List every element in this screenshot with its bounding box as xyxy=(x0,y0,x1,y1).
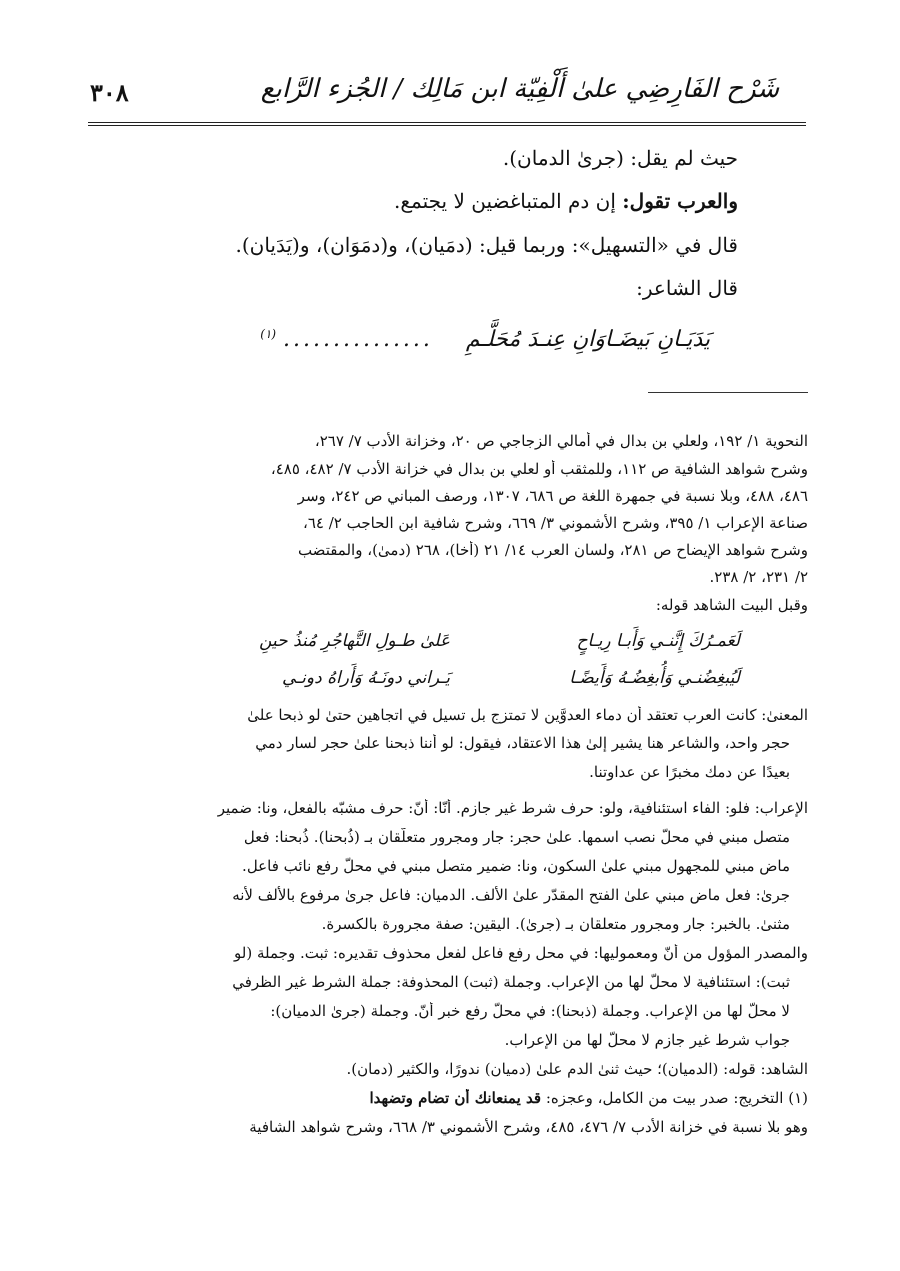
body-line-2 xyxy=(98,189,738,213)
verse-line xyxy=(150,327,710,352)
header-divider xyxy=(88,122,806,126)
body-line-2-rest: إن دم المتباغضين لا يجتمع. xyxy=(394,189,623,213)
footnote-line: ٤٨٦، ٤٨٨، وبلا نسبة في جمهرة اللغة ص ٦٨٦، ١٣٠٧، ورصف المباني ص ٢٤٢، وسر xyxy=(297,487,808,505)
poem-hemistich-right: لَيُبغِضُنـي وَأُبغِضُـهُ وَأَيضًـا xyxy=(569,668,740,688)
poem-hemistich-right: لَعَمـرُكَ إِنَّنـي وَأَبـا رِيـاحٍ xyxy=(576,631,740,651)
takhrij-lead: (١) التخريج: صدر بيت من الكامل، وعجزه: xyxy=(545,1089,808,1107)
meaning-line: حجر واحد، والشاعر هنا يشير إلىٰ هذا الاعتقاد، فيقول: لو أننا ذبحنا علىٰ حجر لسار دمي xyxy=(255,734,790,752)
verse-dots: ............... xyxy=(283,327,433,353)
footnote-divider xyxy=(648,392,808,393)
footnote-line: النحوية ١/ ١٩٢، ولعلي بن بدال في أمالي الزجاجي ص ٢٠، وخزانة الأدب ٧/ ٢٦٧، xyxy=(314,432,808,450)
evidence-line: الشاهد: قوله: (الدميان)؛ حيث ثنىٰ الدم علىٰ (دميان) ندورًا، والكثير (دمان). xyxy=(346,1060,808,1078)
footnote-line: صناعة الإعراب ١/ ٣٩٥، وشرح الأشموني ٣/ ٦٦٩، وشرح شافية ابن الحاجب ٢/ ٦٤، xyxy=(303,514,808,532)
poem-hemistich-left: يَـراني دونَـهُ وَأَراهُ دونـي xyxy=(282,668,450,688)
meaning-line: بعيدًا عن دمك مخبرًا عن عداوتنا. xyxy=(589,763,790,781)
poem-verse-2 xyxy=(180,668,740,688)
poem-verse-1 xyxy=(180,631,740,651)
parsing-line: الإعراب: فلو: الفاء استئنافية، ولو: حرف شرط غير جازم. أنّا: أنّ: حرف مشبّه بالفعل، ونا: ضمير xyxy=(217,799,808,817)
footnote-line: وقبل البيت الشاهد قوله: xyxy=(655,596,808,614)
verse-hemistich: يَدَيَـانِ بَيضَـاوَانِ عِنـدَ مُحَلَّـمِ xyxy=(465,327,710,353)
parsing-line: متصل مبني في محلّ نصب اسمها. علىٰ حجر: جار ومجرور متعلّقان بـ (ذُبحنا). ذُبحنا: فعل xyxy=(243,828,790,846)
parsing-line: ثبت): استئنافية لا محلّ لها من الإعراب. وجملة (ثبت) المحذوفة: جملة الشرط غير الظرفي xyxy=(232,973,790,991)
parsing-line: جرىٰ: فعل ماضٍ مبني علىٰ الفتح المقدّر علىٰ الألف. الدميان: فاعل جرىٰ مرفوع بالألف لأنه xyxy=(232,886,790,904)
meaning-line: المعنىٰ: كانت العرب تعتقد أن دماء العدوَّين لا تمتزج بل تسيل في اتجاهين حتىٰ لو ذبحا علىٰ xyxy=(247,706,808,724)
parsing-line: والمصدر المؤول من أنّ ومعموليها: في محل رفع فاعل لفعل محذوف تقديره: ثبت. وجملة (لو xyxy=(234,944,808,962)
footnote-line: وشرح شواهد الإيضاح ص ٢٨١، ولسان العرب ١٤/ ٢١ (أخا)، ٢٦٨ (دمىٰ)، والمقتضب xyxy=(297,541,808,559)
parsing-line: لا محلّ لها من الإعراب. وجملة (ذبحنا): في محلّ رفع خبر أنّ. وجملة (جرىٰ الدميان): xyxy=(270,1002,790,1020)
parsing-line: مثنىٰ. بالخبر: جار ومجرور متعلقان بـ (جرىٰ). اليقين: صفة مجرورة بالكسرة. xyxy=(321,915,790,933)
page-number: ٣٠٨ xyxy=(90,78,129,107)
body-line-4: قال الشاعر: xyxy=(636,276,738,300)
takhrij-quote: قد يمنعانك أن تضام وتضهدا xyxy=(369,1089,542,1107)
footnote-line: ٢/ ٢٣١، ٢/ ٢٣٨. xyxy=(709,568,808,586)
parsing-line: ماضٍ مبني للمجهول مبني علىٰ السكون، ونا: ضمير متصل مبني في محلّ رفع نائب فاعل. xyxy=(242,857,790,875)
takhrij-line xyxy=(92,1089,808,1107)
footnote-last-line: وهو بلا نسبة في خزانة الأدب ٧/ ٤٧٦، ٤٨٥، وشرح الأشموني ٣/ ٦٦٨، وشرح شواهد الشافية xyxy=(249,1118,808,1136)
body-line-1: حيث لم يقل: (جرىٰ الدمان). xyxy=(502,146,738,170)
body-line-2-lead: والعرب تقول: xyxy=(622,189,738,213)
footnote-marker: (١) xyxy=(260,327,277,341)
footnote-line: وشرح شواهد الشافية ص ١١٢، وللمثقب أو لعلي بن بدال في خزانة الأدب ٧/ ٤٨٢، ٤٨٥، xyxy=(270,460,808,478)
body-line-3: قال في «التسهيل»: وربما قيل: (دمَيان)، و(دمَوَان)، و(يَدَيان). xyxy=(235,233,738,257)
running-title: شَرْح الفَارِضِي علىٰ أَلْفِيّة ابن مَالِك / الجُزء الرَّابع xyxy=(260,74,780,104)
parsing-line: جواب شرط غير جازم لا محلّ لها من الإعراب. xyxy=(504,1031,790,1049)
poem-hemistich-left: عَلىٰ طـولِ التَّهاجُرِ مُنذُ حينِ xyxy=(259,631,450,651)
